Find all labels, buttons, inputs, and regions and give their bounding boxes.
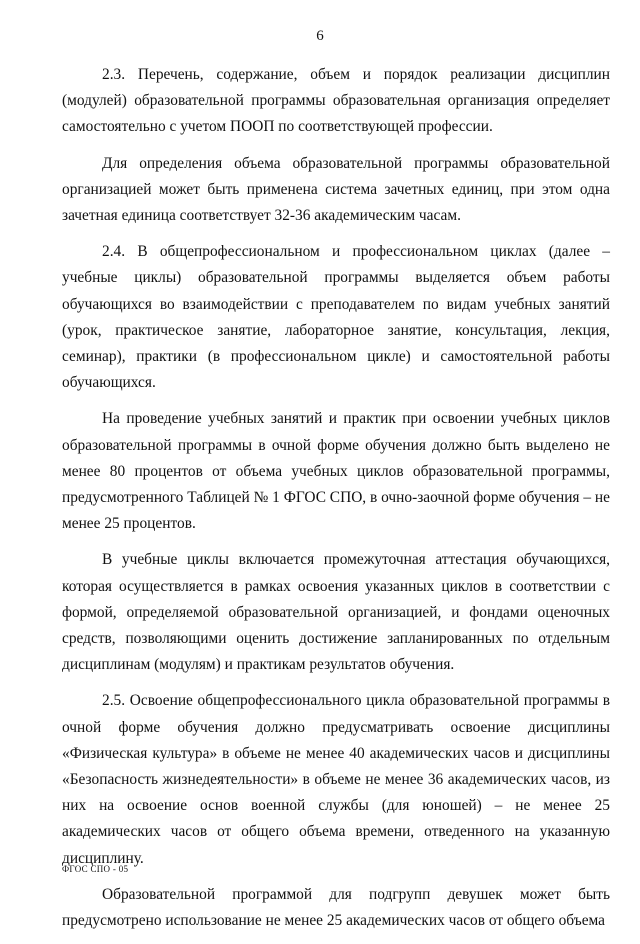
- paragraph-intermediate-attestation: В учебные циклы включается промежуточная аттестация обучающихся, которая осуществляется в рамках освоения указанных циклов в соответствии с формой, определяемой образовательной организацией, и фондами оценочных средств, позволяющими оценить достижение запланированных по отдельным дисциплинам (модулям) и практикам результатов обучения.: [62, 551, 610, 674]
- paragraph-2-5: 2.5. Освоение общепрофессионального цикла образовательной программы в очной форме обучения должно предусматривать освоение дисциплины «Физическая культура» в объеме не менее 40 академических часов и дисциплины «Безопасность жизнедеятельности» в объеме не менее 36 академических часов, из них на освоение основ военной службы (для юношей) – не менее 25 академических часов от общего объема времени, отведенного на указанную дисциплину.: [62, 692, 610, 867]
- paragraph-2-3: 2.3. Перечень, содержание, объем и порядок реализации дисциплин (модулей) образовательной программы образовательная организация определяет самостоятельно с учетом ПООП по соответствующей профессии.: [62, 66, 610, 136]
- paragraph-classroom-share: На проведение учебных занятий и практик при освоении учебных циклов образовательной программы в очной форме обучения должно быть выделено не менее 80 процентов от объема учебных циклов образовательной программы, предусмотренного Таблицей № 1 ФГОС СПО, в очно-заочной форме обучения – не менее 25 процентов.: [62, 410, 610, 533]
- document-body: [62, 62, 610, 944]
- page-number: 6: [316, 28, 324, 44]
- footer-code: ФГОС СПО - 05: [62, 864, 129, 874]
- paragraph-girls-subgroups: Образовательной программой для подгрупп девушек может быть предусмотрено использование не менее 25 академических часов от общего объема: [62, 885, 610, 930]
- paragraph-2-4: 2.4. В общепрофессиональном и профессиональном циклах (далее – учебные циклы) образовательной программы выделяется объем работы обучающихся во взаимодействии с преподавателем по видам учебных занятий (урок, практическое занятие, лабораторное занятие, консультация, лекция, семинар), практики (в профессиональном цикле) и самостоятельной работы обучающихся.: [62, 243, 610, 392]
- paragraph-credit-units: Для определения объема образовательной программы образовательной организацией может быть применена система зачетных единиц, при этом одна зачетная единица соответствует 32-36 академическим часам.: [62, 154, 610, 225]
